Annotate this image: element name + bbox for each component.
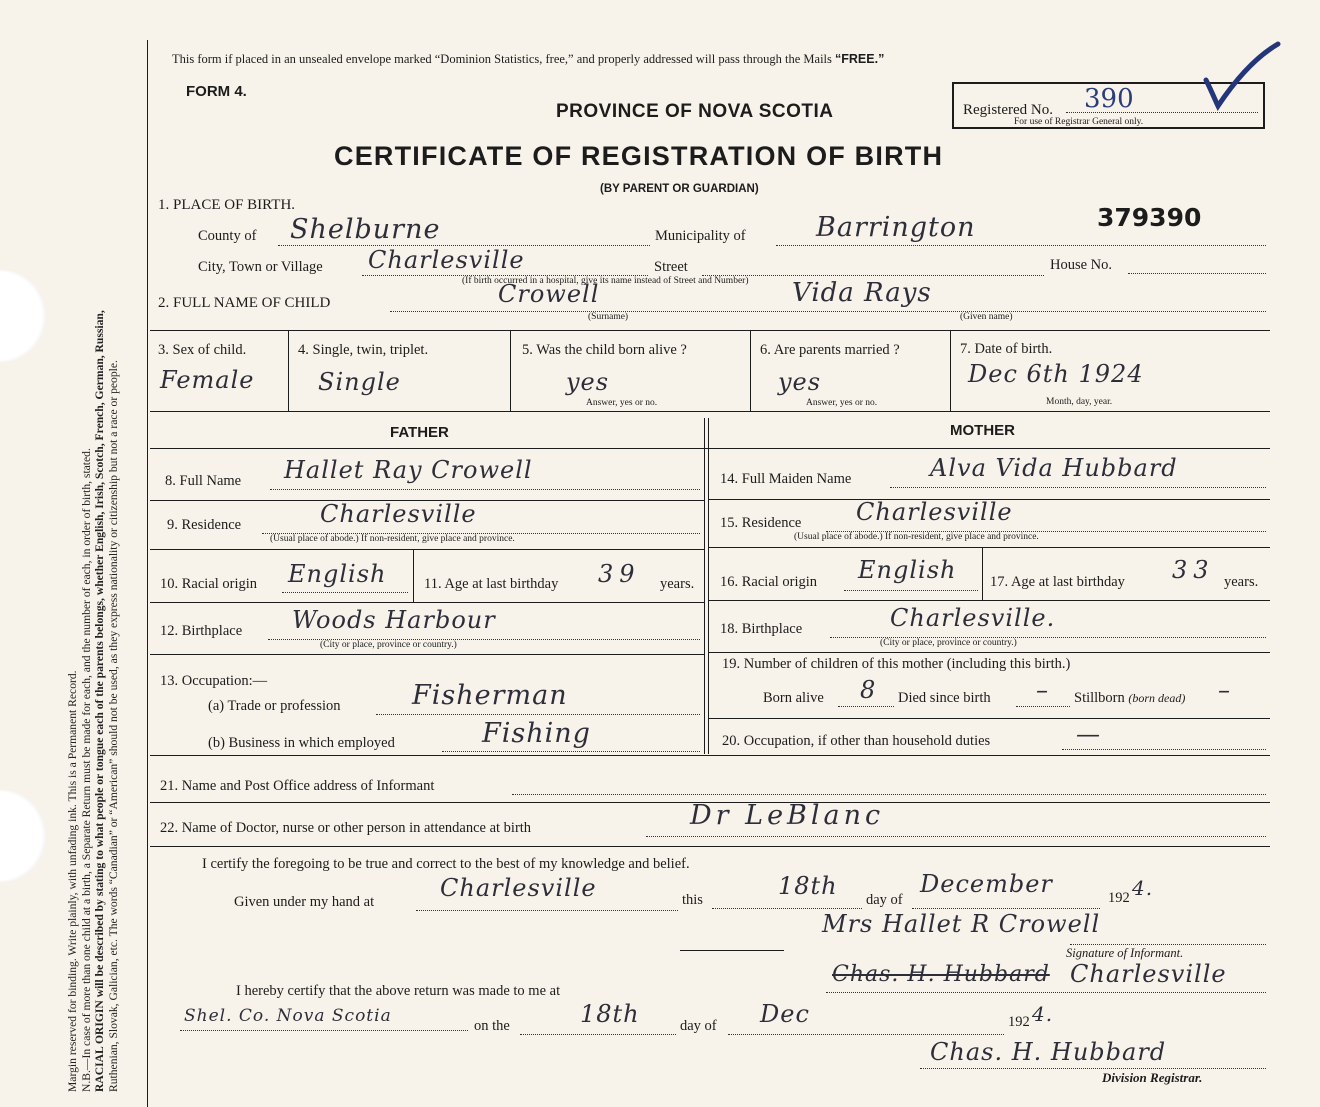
mother-birthplace-note: (City or place, province or country.) (880, 638, 1017, 648)
stillborn-value: – (1218, 676, 1231, 704)
registered-value: 390 (1084, 84, 1134, 114)
year-suffix: 4. (1132, 876, 1154, 900)
father-residence-label: 9. Residence (167, 517, 242, 533)
col-div-1 (288, 331, 289, 411)
father-business-dotline (442, 751, 700, 752)
mother-name-value: Alva Vida Hubbard (930, 454, 1178, 482)
rule-m4 (709, 652, 1270, 653)
day-of-label: day of (866, 892, 903, 908)
father-name-label: 8. Full Name (165, 473, 242, 489)
binding-hole-top (0, 270, 46, 362)
father-heading: FATHER (390, 424, 449, 441)
margin-note-2: N.B.—In case of more than one child at a birth, a Separate Return must be made for each, and the number of each, in order of birth, stated. (79, 448, 93, 1092)
married-caption: Answer, yes or no. (806, 398, 878, 408)
margin-notes (66, 42, 120, 1092)
father-birthplace-note: (City or place, province or country.) (320, 640, 457, 650)
reg-year-suffix: 4. (1032, 1002, 1054, 1026)
city-value: Charlesville (368, 246, 525, 274)
mother-residence-note: (Usual place of abode.) If non-resident, give place and province. (794, 532, 1039, 542)
registered-note: For use of Registrar General only. (1014, 117, 1144, 127)
sex-label: 3. Sex of child. (158, 342, 247, 358)
rule-after-doctor (150, 846, 1270, 847)
stillborn-text: Stillborn (1074, 690, 1125, 706)
page-title: CERTIFICATE OF REGISTRATION OF BIRTH (334, 141, 944, 171)
informant-address-value: Charlesville (1070, 960, 1227, 988)
dob-caption: Month, day, year. (1046, 397, 1113, 407)
plurality-label: 4. Single, twin, triplet. (298, 342, 429, 358)
married-value: yes (778, 368, 822, 396)
mother-race-dotline (844, 590, 978, 591)
day-dotline (712, 908, 862, 909)
struck-signature: Chas. H. Hubbard (832, 962, 1050, 987)
alive-caption: Answer, yes or no. (586, 398, 658, 408)
col-div-3 (750, 331, 751, 411)
registrar-signature-dotline (920, 1068, 1266, 1069)
rule-after-row3 (150, 411, 1270, 412)
margin-note-1: Margin reserved for binding. Write plainly, with unfading ink. This is a Permanent Record. (66, 670, 79, 1092)
form-number: FORM 4. (186, 83, 247, 100)
mail-notice (172, 52, 884, 67)
father-years-label: years. (660, 576, 695, 592)
mother-occupation-value: — (1076, 720, 1101, 748)
surname-value: Crowell (498, 280, 600, 308)
reg-day-dotline (520, 1034, 676, 1035)
child-name-dotline (390, 311, 1266, 312)
doctor-dotline (646, 836, 1266, 837)
reg-year-prefix: 192 (1008, 1014, 1030, 1030)
father-business-value: Fishing (482, 718, 591, 749)
reg-day-value: 18th (580, 1000, 640, 1028)
dob-value: Dec 6th 1924 (968, 360, 1144, 388)
col-div-2 (510, 331, 511, 411)
surname-caption: (Surname) (588, 312, 629, 322)
registered-label: Registered No. (963, 102, 1053, 118)
born-alive-label: Born alive (763, 690, 824, 706)
father-name-dotline (270, 489, 700, 490)
father-race-value: English (288, 560, 387, 588)
plurality-value: Single (318, 368, 401, 396)
doctor-value: Dr LeBlanc (690, 800, 885, 831)
signature-caption: Signature of Informant. (1066, 946, 1184, 960)
binding-hole-bottom (0, 790, 46, 882)
father-race-label: 10. Racial origin (160, 576, 258, 592)
year-prefix: 192 (1108, 890, 1130, 906)
municipality-value: Barrington (816, 212, 976, 243)
registrar-caption: Division Registrar. (1102, 1070, 1203, 1085)
father-trade-value: Fisherman (412, 680, 568, 711)
municipality-dotline (776, 245, 1266, 246)
rule-m5 (709, 718, 1270, 719)
father-birthplace-label: 12. Birthplace (160, 623, 243, 639)
mother-residence-value: Charlesville (856, 498, 1013, 526)
registrar-place-dotline (180, 1030, 468, 1031)
sex-value: Female (160, 366, 255, 394)
registrar-statement: I hereby certify that the above return was made to me at (236, 983, 561, 999)
registered-dotline (1066, 112, 1258, 113)
father-age-value: 39 (598, 560, 641, 588)
registrar-place-value: Shel. Co. Nova Scotia (184, 1006, 392, 1026)
margin-rule (147, 40, 148, 1107)
day-value: 18th (778, 872, 838, 900)
month-dotline (912, 908, 1100, 909)
reg-day-of-label: day of (680, 1018, 717, 1034)
alive-label: 5. Was the child born alive ? (522, 342, 687, 358)
rule-f2 (150, 549, 704, 550)
stamp-number: 379390 (1097, 203, 1202, 232)
given-place-value: Charlesville (440, 874, 597, 902)
doctor-label: 22. Name of Doctor, nurse or other person in attendance at birth (160, 820, 532, 836)
father-business-label: (b) Business in which employed (208, 735, 395, 751)
mother-name-label: 14. Full Maiden Name (720, 471, 852, 487)
mother-occupation-label: 20. Occupation, if other than household duties (722, 733, 991, 749)
this-label: this (682, 892, 703, 908)
mother-occupation-dotline (1062, 749, 1266, 750)
father-birthplace-value: Woods Harbour (292, 606, 496, 634)
mail-notice-free: “FREE.” (835, 52, 885, 66)
page-subtitle: (BY PARENT OR GUARDIAN) (600, 183, 759, 195)
father-name-value: Hallet Ray Crowell (284, 456, 533, 484)
informant-signature: Mrs Hallet R Crowell (822, 910, 1101, 938)
mother-birthplace-label: 18. Birthplace (720, 621, 803, 637)
rule-after-parents (150, 755, 1270, 756)
house-dotline (1128, 273, 1266, 274)
mother-age-label: 17. Age at last birthday (990, 574, 1125, 590)
province-title: PROVINCE OF NOVA SCOTIA (556, 101, 834, 122)
mother-years-label: years. (1224, 574, 1259, 590)
municipality-label: Municipality of (655, 228, 746, 244)
father-occupation-label: 13. Occupation:— (160, 673, 268, 689)
reg-month-value: Dec (760, 1000, 810, 1028)
margin-note-4: Ruthenian, Slovak, Galician, etc. The words “Canadian” or “American” should not be used, as they express nationality or citizenship but not a race or people. (106, 360, 120, 1092)
mother-race-label: 16. Racial origin (720, 574, 818, 590)
father-race-divider (413, 550, 414, 602)
father-trade-dotline (376, 714, 700, 715)
county-label: County of (198, 228, 257, 244)
father-residence-value: Charlesville (320, 500, 477, 528)
margin-note-3: RACIAL ORIGIN will be described by stating to what people or tongue each of the parents belongs, whether English, Irish, Scotch, French, German, Russian, (93, 310, 107, 1092)
county-value: Shelburne (290, 214, 441, 245)
rule-f3 (150, 602, 704, 603)
hospital-note: (If birth occurred in a hospital, give its name instead of Street and Number) (462, 276, 749, 286)
informant-dotline (512, 794, 1266, 795)
registrar-signature: Chas. H. Hubbard (930, 1038, 1167, 1066)
seal-line (680, 950, 784, 951)
rule-m2 (709, 547, 1270, 548)
born-alive-dotline (838, 706, 894, 707)
married-label: 6. Are parents married ? (760, 342, 900, 358)
given-dotline (416, 910, 678, 911)
child-name-label: 2. FULL NAME OF CHILD (158, 295, 331, 311)
certify-statement: I certify the foregoing to be true and correct to the best of my knowledge and belief. (202, 856, 690, 872)
born-alive-value: 8 (860, 676, 877, 704)
mother-children-label: 19. Number of children of this mother (including this birth.) (722, 656, 1071, 672)
rule-after-name (150, 330, 1270, 331)
died-dotline (1016, 706, 1070, 707)
mother-age-value: 33 (1172, 556, 1215, 584)
parent-divider-a (704, 418, 705, 754)
col-div-4 (950, 331, 951, 411)
mail-notice-text: This form if placed in an unsealed envelope marked “Dominion Statistics, free,” and properly addressed will pass through the Mails (172, 52, 836, 66)
died-value: – (1036, 676, 1049, 704)
given-label: Given under my hand at (234, 894, 375, 910)
father-age-label: 11. Age at last birthday (424, 576, 559, 592)
house-label: House No. (1050, 257, 1113, 273)
place-of-birth-label: 1. PLACE OF BIRTH. (158, 197, 296, 213)
city-label: City, Town or Village (198, 259, 323, 275)
father-race-dotline (282, 592, 408, 593)
died-label: Died since birth (898, 690, 991, 706)
stillborn-note: (born dead) (1128, 691, 1186, 705)
dob-label: 7. Date of birth. (960, 341, 1053, 357)
street-label: Street (654, 259, 688, 275)
parent-divider-b (708, 418, 709, 754)
street-dotline (702, 275, 1044, 276)
informant-signature-dotline (1070, 944, 1266, 945)
mother-birthplace-value: Charlesville. (890, 604, 1056, 632)
rule-parents-head (150, 448, 1270, 449)
mother-name-dotline (890, 487, 1266, 488)
on-the-label: on the (474, 1018, 510, 1034)
father-trade-label: (a) Trade or profession (208, 698, 341, 714)
given-name-value: Vida Rays (792, 278, 932, 308)
alive-value: yes (566, 368, 610, 396)
informant-address-dotline (826, 992, 1266, 993)
rule-m3 (709, 600, 1270, 601)
mother-race-value: English (858, 556, 957, 584)
father-residence-note: (Usual place of abode.) If non-resident, give place and province. (270, 534, 515, 544)
mother-heading: MOTHER (950, 422, 1015, 439)
month-value: December (920, 870, 1053, 898)
given-name-caption: (Given name) (960, 312, 1013, 322)
reg-month-dotline (728, 1034, 1004, 1035)
informant-label: 21. Name and Post Office address of Informant (160, 778, 435, 794)
mother-race-divider (982, 548, 983, 600)
checkmark-icon (1196, 40, 1286, 112)
stillborn-label (1074, 690, 1185, 707)
mother-residence-label: 15. Residence (720, 515, 802, 531)
rule-f4 (150, 654, 704, 655)
